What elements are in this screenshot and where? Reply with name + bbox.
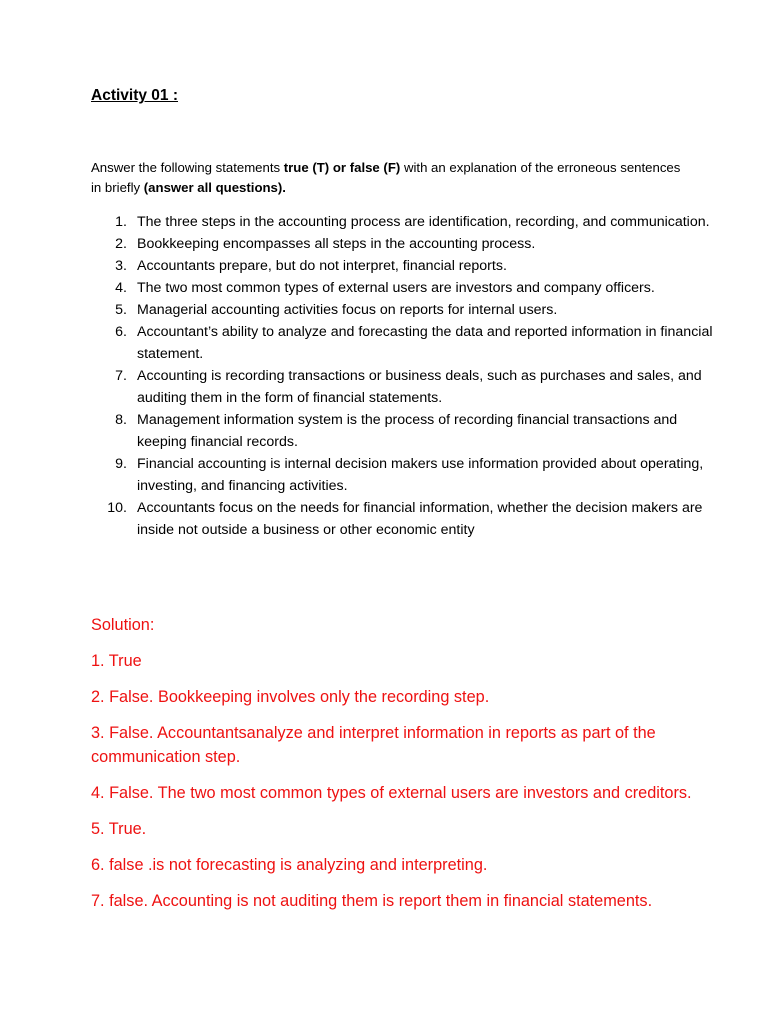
solution-answer: 2. False. Bookkeeping involves only the recording step.: [91, 688, 490, 706]
instructions-text-1: Answer the following statements: [91, 160, 284, 175]
solution-heading: Solution:: [91, 616, 155, 634]
question-number: 2.: [115, 236, 127, 252]
question-item: [91, 453, 721, 497]
solution-answer: 7. false. Accounting is not auditing them is report them in financial statements.: [91, 892, 653, 910]
question-number: 8.: [115, 412, 127, 428]
question-text: Accounting is recording transactions or business deals, such as purchases and sales, and auditing them in the form of financial statements.: [137, 368, 702, 406]
solution-answer: 4. False. The two most common types of external users are investors and creditors.: [91, 784, 692, 802]
instructions-bold-answer-all: (answer all questions).: [143, 180, 286, 195]
question-number: 4.: [115, 280, 127, 296]
solution-answer: 5. True.: [91, 820, 147, 838]
question-item: [91, 255, 721, 277]
activity-title: Activity 01 :: [91, 87, 179, 104]
question-text: The three steps in the accounting process are identification, recording, and communication.: [137, 214, 710, 230]
question-number: 7.: [115, 368, 127, 384]
question-text: Accountants prepare, but do not interpret, financial reports.: [137, 258, 507, 274]
question-text: Bookkeeping encompasses all steps in the accounting process.: [137, 236, 536, 252]
question-number: 1.: [115, 214, 127, 230]
solution-answer: 3. False. Accountantsanalyze and interpret information in reports as part of the communication step.: [91, 724, 656, 766]
question-number: 3.: [115, 258, 127, 274]
question-item: [91, 299, 721, 321]
instructions: [91, 158, 691, 198]
question-number: 6.: [115, 324, 127, 340]
question-text: Financial accounting is internal decision makers use information provided about operating, investing, and financing activities.: [137, 456, 704, 494]
question-text: Management information system is the process of recording financial transactions and keeping financial records.: [137, 412, 678, 450]
question-text: Accountant’s ability to analyze and forecasting the data and reported information in financial statement.: [137, 324, 713, 362]
question-item: [91, 321, 721, 365]
question-number: 10.: [107, 500, 127, 516]
solution-answer: 1. True: [91, 652, 142, 670]
instructions-text-2: with an explanation of the erroneous sentences in briefly: [91, 160, 681, 195]
question-item: [91, 409, 721, 453]
question-text: Managerial accounting activities focus on reports for internal users.: [137, 302, 558, 318]
question-item: [91, 497, 721, 541]
question-number: 5.: [115, 302, 127, 318]
question-item: [91, 277, 721, 299]
question-list: [91, 211, 721, 541]
solution-section: [91, 613, 721, 925]
question-item: [91, 211, 721, 233]
question-number: 9.: [115, 456, 127, 472]
solution-answer: 6. false .is not forecasting is analyzing and interpreting.: [91, 856, 488, 874]
question-text: Accountants focus on the needs for financial information, whether the decision makers are inside not outside a business or other economic entity: [137, 500, 703, 538]
question-item: [91, 365, 721, 409]
question-text: The two most common types of external users are investors and company officers.: [137, 280, 655, 296]
instructions-bold-true-false: true (T) or false (F): [283, 160, 401, 175]
question-item: [91, 233, 721, 255]
